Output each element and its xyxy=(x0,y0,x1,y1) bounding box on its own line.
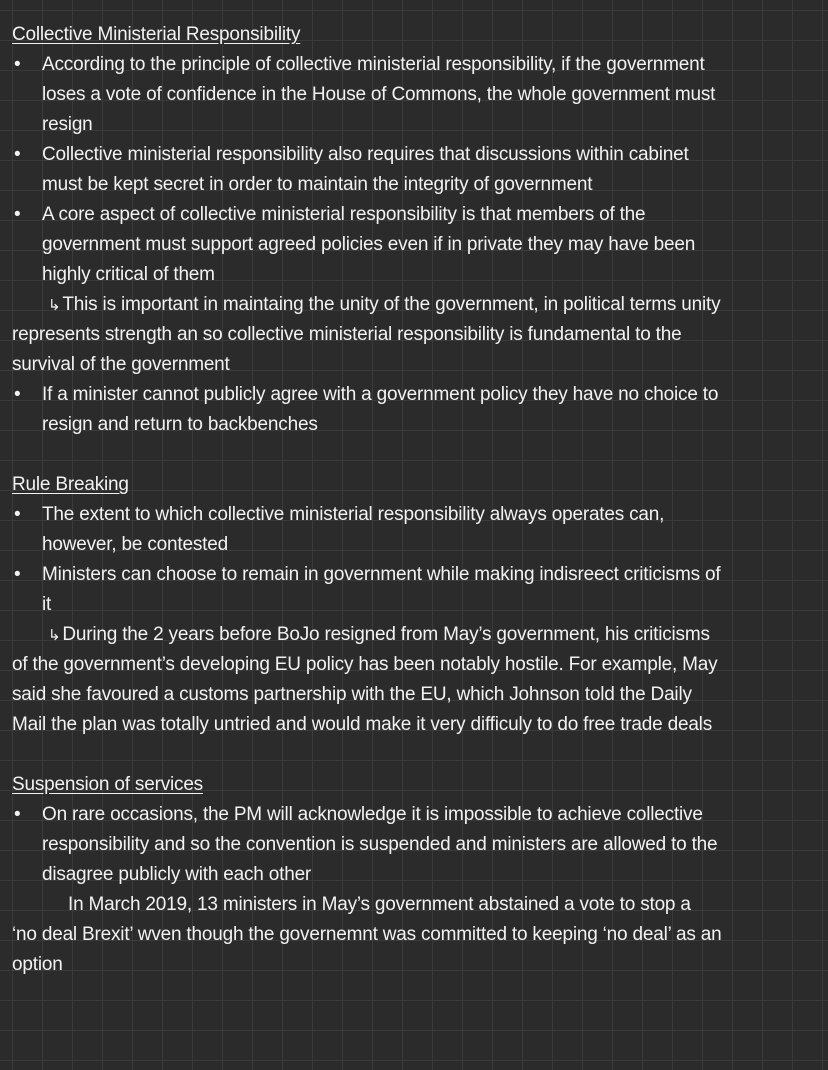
bullet-continuation xyxy=(0,410,828,440)
line-text: loses a vote of confidence in the House of Commons, the whole government must xyxy=(42,84,716,105)
line-text: On rare occasions, the PM will acknowledge it is impossible to achieve collective xyxy=(42,804,703,825)
line-text: Ministers can choose to remain in government while making indisreect criticisms of xyxy=(42,564,721,585)
line-text: A core aspect of collective ministerial responsibility is that members of the xyxy=(42,204,646,225)
arrow-note xyxy=(0,290,828,320)
line-text: Collective ministerial responsibility also requires that discussions within cabinet xyxy=(42,144,689,165)
line-text: government must support agreed policies even if in private they may have been xyxy=(42,234,696,255)
text-line xyxy=(0,350,828,380)
spacer xyxy=(0,440,828,470)
bullet-icon: • xyxy=(14,504,21,525)
line-text: it xyxy=(42,594,52,615)
bullet-icon: • xyxy=(14,564,21,585)
arrow-note xyxy=(0,620,828,650)
line-text: survival of the government xyxy=(12,354,230,375)
line-text: of the government’s developing EU policy has been notably hostile. For example, May xyxy=(12,654,718,675)
section-heading: Rule Breaking xyxy=(12,474,129,495)
text-line xyxy=(0,650,828,680)
line-text: highly critical of them xyxy=(42,264,215,285)
bullet-continuation xyxy=(0,230,828,260)
line-text: If a minister cannot publicly agree with a government policy they have no choice to xyxy=(42,384,719,405)
bullet-item xyxy=(0,800,828,830)
line-text: option xyxy=(12,954,63,975)
bullet-icon: • xyxy=(14,144,21,165)
bullet-continuation xyxy=(0,80,828,110)
line-text: however, be contested xyxy=(42,534,228,555)
arrow-icon: ↳ xyxy=(48,297,61,314)
line-text: This is important in maintaing the unity of the government, in political terms unity xyxy=(62,294,721,315)
bullet-item xyxy=(0,140,828,170)
bullet-icon: • xyxy=(14,54,21,75)
arrow-icon: ↳ xyxy=(48,627,61,644)
bullet-continuation xyxy=(0,530,828,560)
section-heading: Collective Ministerial Responsibility xyxy=(12,24,301,45)
bullet-continuation xyxy=(0,590,828,620)
line-text: Mail the plan was totally untried and would make it very difficuly to do free trade deals xyxy=(12,714,713,735)
line-text: represents strength an so collective ministerial responsibility is fundamental to the xyxy=(12,324,682,345)
spacer xyxy=(0,740,828,770)
line-text: resign xyxy=(42,114,93,135)
bullet-continuation xyxy=(0,110,828,140)
text-line xyxy=(0,920,828,950)
bullet-continuation xyxy=(0,830,828,860)
line-text: resign and return to backbenches xyxy=(42,414,318,435)
bullet-item xyxy=(0,50,828,80)
line-text: said she favoured a customs partnership with the EU, which Johnson told the Daily xyxy=(12,684,692,705)
bullet-item xyxy=(0,380,828,410)
line-text: The extent to which collective ministerial responsibility always operates can, xyxy=(42,504,665,525)
line-text: During the 2 years before BoJo resigned from May’s government, his criticisms xyxy=(62,624,710,645)
line-text: According to the principle of collective ministerial responsibility, if the government xyxy=(42,54,705,75)
bullet-continuation xyxy=(0,860,828,890)
text-line xyxy=(0,710,828,740)
bullet-continuation xyxy=(0,260,828,290)
text-line xyxy=(0,320,828,350)
line-text: responsibility and so the convention is suspended and ministers are allowed to the xyxy=(42,834,718,855)
bullet-item xyxy=(0,560,828,590)
line-text: disagree publicly with each other xyxy=(42,864,312,885)
line-text: ‘no deal Brexit’ wven though the governemnt was committed to keeping ‘no deal’ as an xyxy=(12,924,722,945)
bullet-continuation xyxy=(0,170,828,200)
line-text: In March 2019, 13 ministers in May’s government abstained a vote to stop a xyxy=(68,894,691,915)
text-line xyxy=(0,950,828,980)
bullet-icon: • xyxy=(14,384,21,405)
bullet-icon: • xyxy=(14,804,21,825)
line-text: must be kept secret in order to maintain the integrity of government xyxy=(42,174,593,195)
bullet-icon: • xyxy=(14,204,21,225)
bullet-item xyxy=(0,500,828,530)
bullet-item xyxy=(0,200,828,230)
text-line xyxy=(0,680,828,710)
indented-note xyxy=(0,890,828,920)
section-heading: Suspension of services xyxy=(12,774,203,795)
